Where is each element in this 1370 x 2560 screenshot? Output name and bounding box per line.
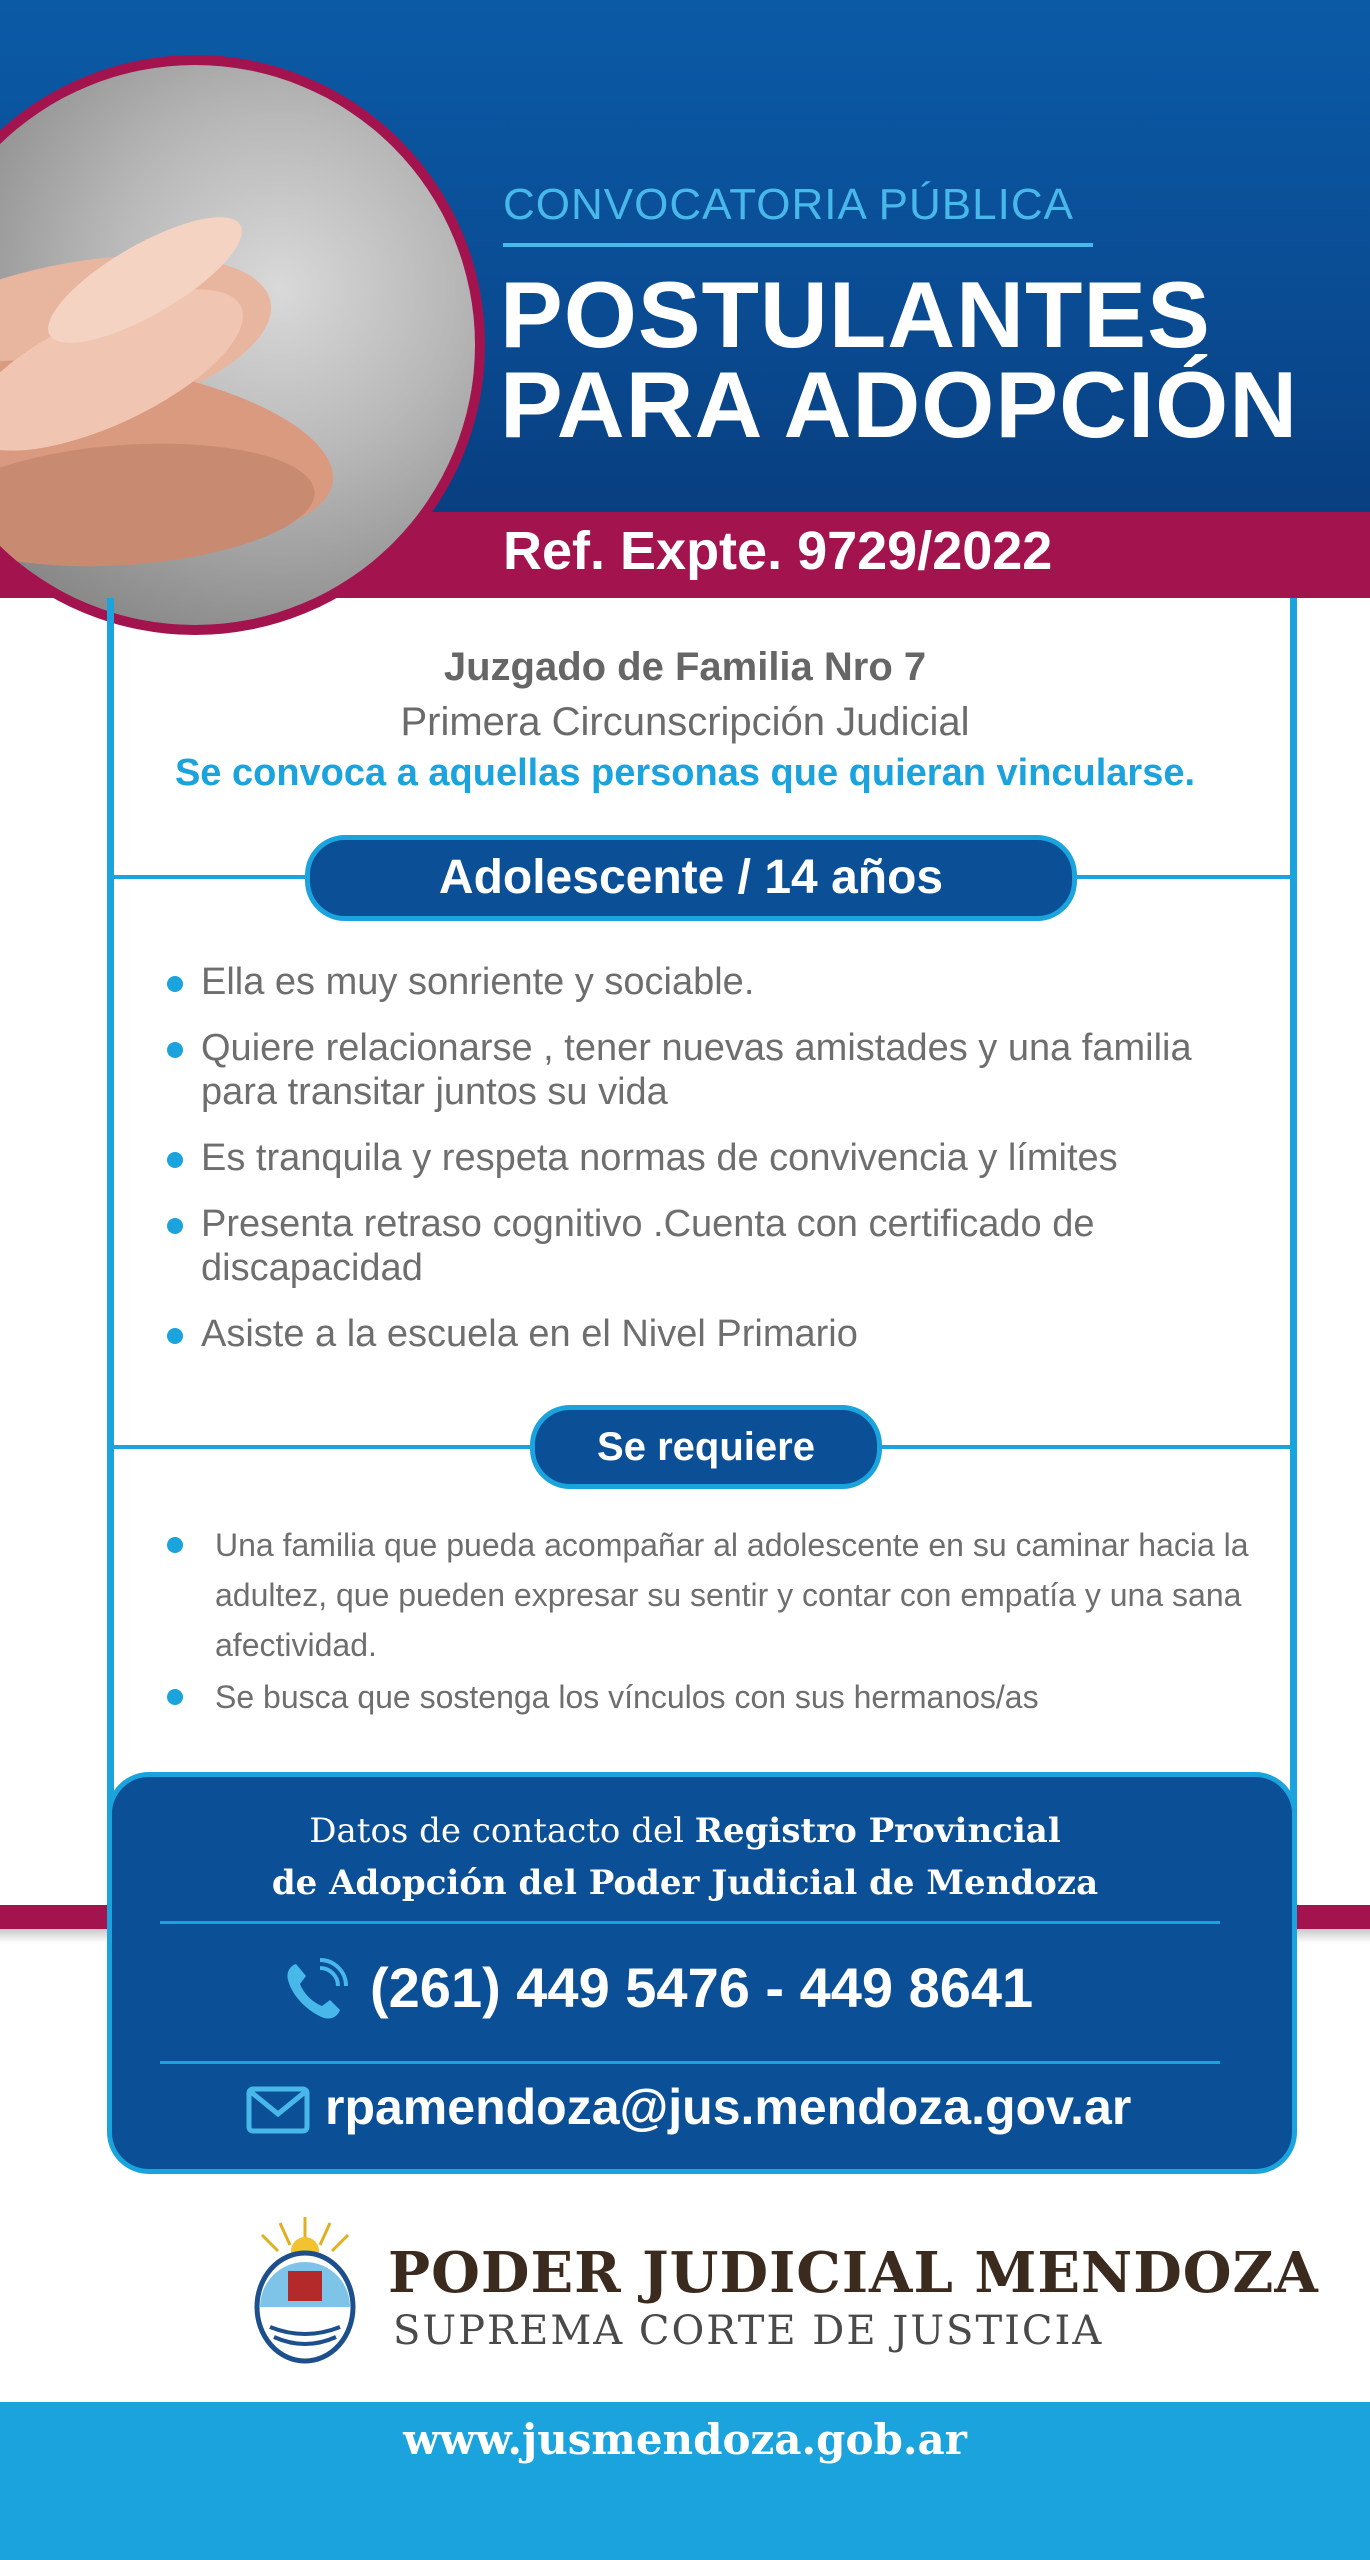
requirements-pill: Se requiere — [530, 1405, 882, 1489]
contact-intro-registry: Registro Provincial — [694, 1811, 1061, 1851]
contact-divider — [160, 2061, 1220, 2064]
list-item: Asiste a la escuela en el Nivel Primario — [165, 1312, 1245, 1356]
court-circumscription: Primera Circunscripción Judicial — [400, 700, 970, 744]
kicker-label: CONVOCATORIA PÚBLICA — [503, 180, 1074, 229]
court-name: Juzgado de Familia Nro 7 — [443, 645, 927, 689]
contact-intro-line2: de Adopción del Poder Judicial de Mendoza — [271, 1863, 1099, 1903]
profile-list — [165, 960, 1245, 1378]
requirements-list — [165, 1520, 1265, 1724]
list-item: Presenta retraso cognitivo .Cuenta con certificado de discapacidad — [165, 1202, 1245, 1290]
envelope-icon — [246, 2086, 310, 2134]
contact-intro-prefix: Datos de contacto del — [309, 1811, 695, 1851]
organization-name: PODER JUDICIAL MENDOZA — [388, 2240, 1319, 2306]
list-item: Se busca que sostenga los vínculos con sus hermanos/as — [165, 1672, 1265, 1722]
contact-divider — [160, 1921, 1220, 1924]
page-title — [500, 262, 1299, 457]
organization-subtitle: SUPREMA CORTE DE JUSTICIA — [393, 2308, 1104, 2354]
call-statement: Se convoca a aquellas personas que quieran vincularse. — [174, 752, 1196, 794]
contact-phone[interactable]: (261) 449 5476 - 449 8641 — [370, 1956, 1034, 2019]
reference-number: Ref. Expte. 9729/2022 — [503, 521, 1053, 581]
title-line-1: POSTULANTES — [500, 262, 1211, 367]
kicker-underline — [503, 243, 1093, 247]
mendoza-seal-icon — [250, 2215, 360, 2365]
list-item: Es tranquila y respeta normas de convivencia y límites — [165, 1136, 1245, 1180]
title-line-2: PARA ADOPCIÓN — [500, 352, 1299, 457]
age-pill: Adolescente / 14 años — [305, 835, 1077, 921]
contact-email[interactable]: rpamendoza@jus.mendoza.gov.ar — [325, 2079, 1132, 2135]
list-item: Una familia que pueda acompañar al adolescente en su caminar hacia la adultez, que pueden expresar su sentir y contar con empatía y una sana afectividad. — [165, 1520, 1265, 1670]
list-item: Ella es muy sonriente y sociable. — [165, 960, 1245, 1004]
hands-image — [0, 65, 475, 625]
website-link[interactable]: www.jusmendoza.gob.ar — [403, 2415, 967, 2464]
phone-icon — [282, 1958, 348, 2024]
contact-intro — [0, 1805, 1370, 1909]
list-item: Quiere relacionarse , tener nuevas amistades y una familia para transitar juntos su vida — [165, 1026, 1245, 1114]
